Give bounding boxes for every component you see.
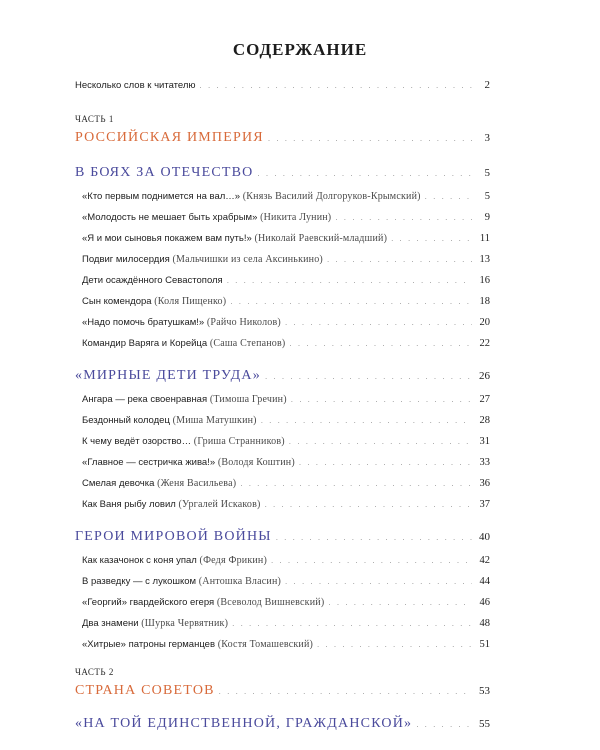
leader-dots <box>289 340 472 348</box>
toc-entry[interactable] <box>82 410 490 428</box>
page-number: 51 <box>479 639 490 650</box>
entry-hero: (Никита Лунин) <box>257 212 332 223</box>
page-number: 18 <box>479 296 490 307</box>
entry-title: «Георгий» гвардейского егеря <box>82 597 215 608</box>
leader-dots <box>299 459 472 467</box>
toc-entry[interactable] <box>82 431 490 449</box>
toc-entry[interactable] <box>82 186 490 204</box>
section-title: «МИРНЫЕ ДЕТИ ТРУДА» <box>75 368 261 383</box>
toc-heading-section[interactable] <box>75 529 490 545</box>
entry-title: Подвиг милосердия <box>82 254 170 265</box>
leader-dots <box>200 82 472 90</box>
part-label: ЧАСТЬ 1 <box>75 114 114 124</box>
leader-dots <box>285 578 472 586</box>
page-number: 9 <box>484 212 490 223</box>
entry-hero: (Всеволод Вишневский) <box>214 597 325 608</box>
leader-dots <box>230 298 472 306</box>
page-number: 16 <box>479 275 490 286</box>
leader-dots <box>327 256 472 264</box>
entry-hero: (Женя Васильева) <box>154 478 237 489</box>
entry-hero: (Володя Коштин) <box>215 457 295 468</box>
page-number: 28 <box>479 415 490 426</box>
toc-heading-section[interactable] <box>75 716 490 732</box>
entry-hero: (Антошка Власин) <box>196 576 282 587</box>
entry-hero: (Мальчишки из села Аксинькино) <box>169 254 323 265</box>
entry-hero: (Князь Василий Долгоруков-Крымский) <box>240 191 421 202</box>
page-number: 13 <box>479 254 490 265</box>
page-number: 53 <box>479 685 490 697</box>
toc-entry[interactable] <box>82 494 490 512</box>
leader-dots <box>261 417 472 425</box>
page-number: 11 <box>479 233 490 244</box>
page-number: 40 <box>479 531 490 543</box>
leader-dots <box>232 620 472 628</box>
entry-hero: (Тимоша Гречин) <box>207 394 287 405</box>
entry-hero: (Ургалей Искаков) <box>175 499 261 510</box>
entry-hero: (Саша Степанов) <box>207 338 286 349</box>
entry-title: «Молодость не мешает быть храбрым» <box>82 212 258 223</box>
section-title: РОССИЙСКАЯ ИМПЕРИЯ <box>75 130 264 145</box>
toc-heading-section[interactable] <box>75 165 490 181</box>
leader-dots <box>289 438 472 446</box>
leader-dots <box>240 480 472 488</box>
page-number: 44 <box>479 576 490 587</box>
page-number: 5 <box>484 167 490 179</box>
leader-dots <box>285 319 472 327</box>
toc-entry[interactable] <box>82 550 490 568</box>
page-number: 42 <box>479 555 490 566</box>
toc-entry[interactable] <box>82 452 490 470</box>
toc-entry[interactable] <box>82 473 490 491</box>
entry-hero: (Миша Матушкин) <box>169 415 257 426</box>
entry-title: К чему ведёт озорство… <box>82 436 192 447</box>
toc-entry[interactable] <box>82 634 490 652</box>
page-number: 31 <box>479 436 490 447</box>
toc-entry[interactable] <box>82 333 490 351</box>
toc-entry[interactable] <box>82 592 490 610</box>
section-title: В БОЯХ ЗА ОТЕЧЕСТВО <box>75 165 254 180</box>
page-number: 5 <box>484 191 490 202</box>
toc-entry[interactable] <box>82 312 490 330</box>
leader-dots <box>219 688 472 696</box>
entry-hero: (Федя Фрикин) <box>196 555 268 566</box>
toc-entry[interactable] <box>82 291 490 309</box>
entry-hero: (Костя Томашевский) <box>215 639 314 650</box>
entry-title: Ангара — река своенравная <box>82 394 208 405</box>
page-number: 26 <box>479 370 490 382</box>
toc-heading-russian-empire[interactable] <box>75 130 490 146</box>
page-number: 2 <box>484 79 490 91</box>
page-number: 36 <box>479 478 490 489</box>
toc-heading-soviet[interactable] <box>75 683 490 699</box>
entry-title: «Кто первым поднимется на вал…» <box>82 191 241 202</box>
entry-title: Несколько слов к читателю <box>75 80 196 91</box>
entry-title: «Надо помочь братушкам!» <box>82 317 205 328</box>
part-label: ЧАСТЬ 2 <box>75 667 114 677</box>
section-title: «НА ТОЙ ЕДИНСТВЕННОЙ, ГРАЖДАНСКОЙ» <box>75 716 413 731</box>
page-number: 55 <box>479 718 490 730</box>
toc-entry[interactable] <box>82 270 490 288</box>
section-title: СТРАНА СОВЕТОВ <box>75 683 215 698</box>
leader-dots <box>227 277 472 285</box>
toc-entry[interactable] <box>82 571 490 589</box>
page-number: 20 <box>479 317 490 328</box>
entry-title: Дети осаждённого Севастополя <box>82 275 223 286</box>
leader-dots <box>425 193 472 201</box>
leader-dots <box>328 599 472 607</box>
page-number: 22 <box>479 338 490 349</box>
leader-dots <box>271 557 472 565</box>
leader-dots <box>268 135 472 143</box>
leader-dots <box>317 641 472 649</box>
entry-title: Как Ваня рыбу ловил <box>82 499 176 510</box>
entry-title: Сын комендора <box>82 296 152 307</box>
section-title: ГЕРОИ МИРОВОЙ ВОЙНЫ <box>75 529 272 544</box>
page-number: 27 <box>479 394 490 405</box>
toc-entry[interactable] <box>82 389 490 407</box>
toc-entry[interactable] <box>82 207 490 225</box>
toc-entry-intro[interactable] <box>75 79 490 91</box>
toc-entry[interactable] <box>82 613 490 631</box>
entry-hero: (Коля Пищенко) <box>151 296 227 307</box>
page-number: 3 <box>484 132 490 144</box>
toc-entry[interactable] <box>82 228 490 246</box>
entry-title: «Главное — сестричка жива!» <box>82 457 216 468</box>
entry-hero: (Шурка Червятник) <box>138 618 229 629</box>
page-title: СОДЕРЖАНИЕ <box>232 40 368 59</box>
page-number: 37 <box>479 499 490 510</box>
leader-dots <box>291 396 472 404</box>
leader-dots <box>416 721 472 729</box>
leader-dots <box>276 534 472 542</box>
entry-title: В разведку — с лукошком <box>82 576 197 587</box>
leader-dots <box>265 373 472 381</box>
leader-dots <box>335 214 472 222</box>
entry-title: Командир Варяга и Корейца <box>82 338 208 349</box>
page-number: 48 <box>479 618 490 629</box>
leader-dots <box>257 170 472 178</box>
entry-title: Смелая девочка <box>82 478 155 489</box>
leader-dots <box>265 501 472 509</box>
entry-hero: (Гриша Странников) <box>191 436 285 447</box>
page-number: 33 <box>479 457 490 468</box>
toc-heading-section[interactable] <box>75 368 490 384</box>
entry-hero: (Николай Раевский-младший) <box>251 233 388 244</box>
entry-title: «Хитрые» патроны германцев <box>82 639 215 650</box>
entry-hero: (Райчо Николов) <box>204 317 281 328</box>
toc-entry[interactable] <box>82 249 490 267</box>
leader-dots <box>391 235 472 243</box>
entry-title: Как казачонок с коня упал <box>82 555 197 566</box>
page-number: 46 <box>479 597 490 608</box>
entry-title: «Я и мои сыновья покажем вам путь!» <box>82 233 252 244</box>
entry-title: Два знамени <box>82 618 139 629</box>
entry-title: Бездонный колодец <box>82 415 170 426</box>
